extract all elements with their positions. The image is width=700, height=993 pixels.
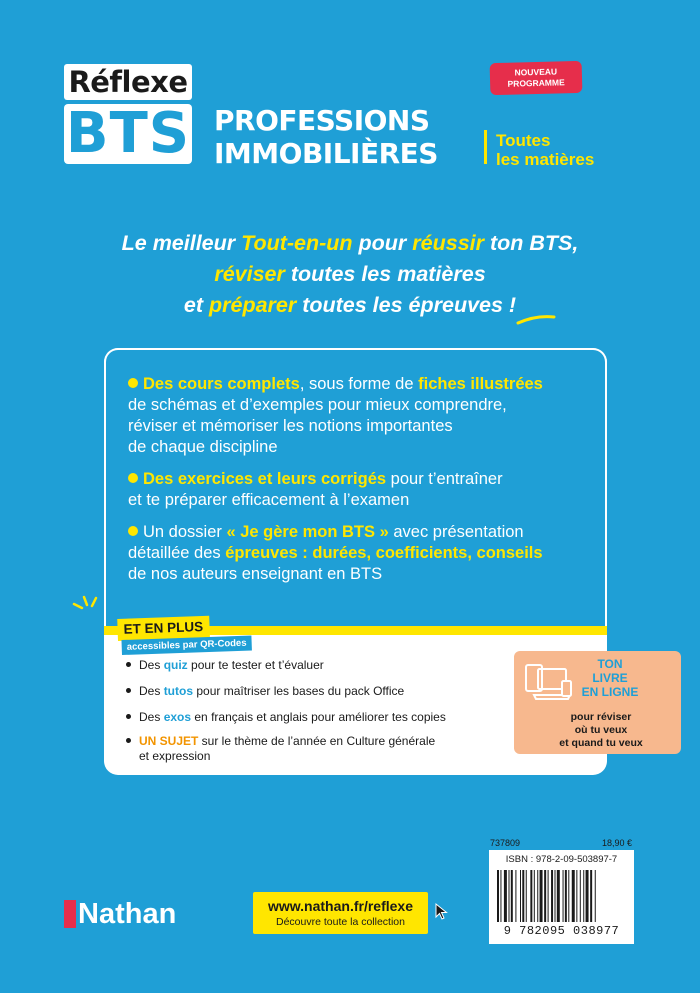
barcode-box [489,850,634,944]
badge-line2: PROGRAMME [507,77,565,89]
isbn-label: ISBN : 978-2-09-503897-7 [505,854,618,865]
publisher-name: Nathan [78,898,177,930]
subjects-divider [484,130,487,164]
list-item: Des exos en français et anglais pour améliorer tes copies [126,710,496,725]
en-plus-tag: ET EN PLUS [117,616,209,641]
subjects-line1: Toutes [496,131,551,150]
price: 18,90 € [601,838,632,848]
swoosh-decoration [516,313,556,325]
devices-icon [524,661,574,703]
tagline-line2: réviser toutes les matières [214,262,486,286]
bullet-dot [128,378,138,388]
bullet-dot [128,526,138,536]
badge-line1: NOUVEAU [514,66,558,78]
collection-url[interactable]: www.nathan.fr/reflexe [268,898,413,914]
online-book-box [514,651,681,754]
feature-exercises: Des exercices et leurs corrigés pour t’entraîner et te préparer efficacement à l’examen [128,470,503,509]
bullet-dot [128,473,138,483]
list-item-continued: et expression [139,749,211,763]
list-item: Des quiz pour te tester et t’évaluer [126,658,496,673]
qr-codes-label: accessibles par QR-Codes [121,635,251,655]
reflexe-logo: Réflexe [64,64,192,100]
new-program-badge [490,61,583,95]
subjects-label [496,131,636,169]
online-book-title: TON LIVRE EN LIGNE [581,657,639,699]
cursor-icon [434,902,450,920]
list-item: Des tutos pour maîtriser les bases du pack Office [126,684,496,699]
nathan-flag-icon [64,900,76,928]
program-title-line2: IMMOBILIÈRES [214,137,438,170]
subjects-line2: les matières [496,150,595,169]
publisher-logo [64,892,188,936]
tagline [40,228,660,321]
product-code: 737809 [490,838,521,848]
sparkle-icon [70,594,102,622]
program-title [214,104,454,170]
tagline-line1: Le meilleur Tout-en-un pour réussir ton BTS, [121,231,579,255]
bts-logo: BTS [65,101,191,166]
online-book-subtitle: pour réviser où tu veux et quand tu veux [559,711,643,749]
barcode [497,870,626,922]
collection-link[interactable] [253,892,428,934]
ean-number: 9 782095 038977 [503,924,620,938]
collection-url-subtitle: Découvre toute la collection [276,916,405,928]
program-title-line1: PROFESSIONS [214,104,430,137]
feature-courses: Des cours complets, sous forme de fiches illustrées de schémas et d’exemples pour mieux comprendre, réviser et mémoriser les notions importantes de chaque discipline [128,375,543,456]
feature-dossier: Un dossier « Je gère mon BTS » avec présentation détaillée des épreuves : durées, coefficients, conseils de nos auteurs enseignant en BTS [128,523,543,583]
tagline-line3: et préparer toutes les épreuves ! [183,293,517,317]
list-item: UN SUJET sur le thème de l’année en Culture générale [126,734,496,749]
